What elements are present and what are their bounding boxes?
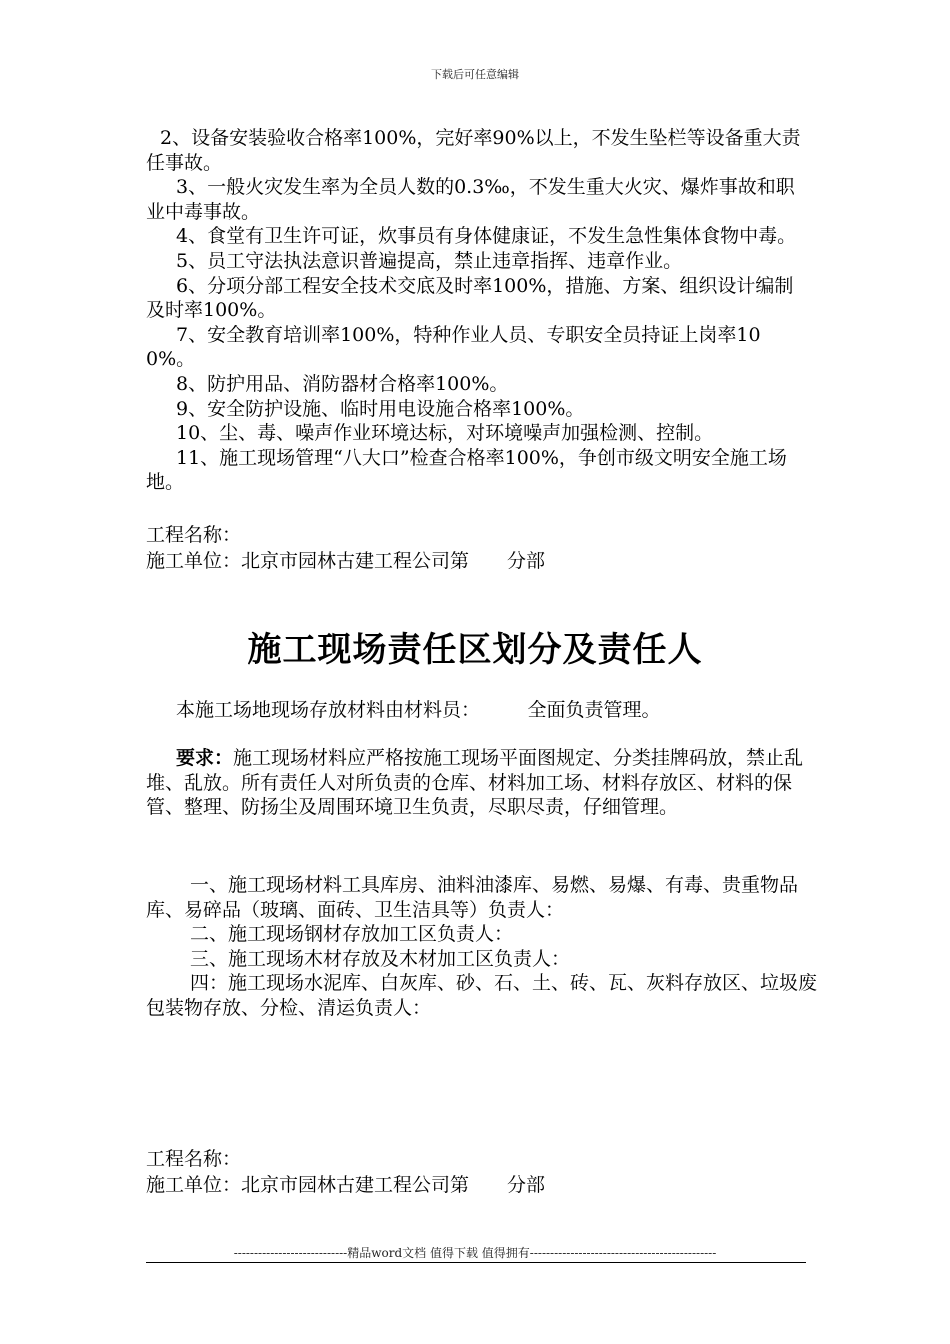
- project-name-label: 工程名称：: [146, 1148, 242, 1170]
- zone-item: 四：施工现场水泥库、白灰库、砂、石、土、砖、瓦、灰料存放区、垃圾废包装物存放、分检、清运负责人：: [146, 972, 818, 1019]
- intro-paragraph-block: [146, 698, 806, 723]
- project-name-label: 工程名称：: [146, 524, 242, 546]
- section-title: 施工现场责任区划分及责任人: [247, 630, 703, 670]
- zone-item: 三、施工现场木材存放及木材加工区负责人：: [190, 947, 571, 970]
- requirement-block: [146, 746, 806, 820]
- footer-note: ----------------------------精品word文档 值得下载 值得拥有----------------------------------------------: [233, 1246, 717, 1260]
- goal-item: 11、施工现场管理“八大口”检查合格率100%，争创市级文明安全施工场地。: [146, 446, 787, 494]
- requirement-text: 施工现场材料应严格按施工现场平面图规定、分类挂牌码放，禁止乱堆、乱放。所有责任人对所负责的仓库、材料加工场、材料存放区、材料的保管、整理、防扬尘及周围环境卫生负责，尽职尽责，仔细管理。: [146, 747, 804, 819]
- requirement-label: 要求：: [176, 747, 234, 769]
- goal-item: 10、尘、毒、噪声作业环境达标，对环境噪声加强检测、控制。: [176, 422, 714, 445]
- goal-item: 4、食堂有卫生许可证，炊事员有身体健康证，不发生急性集体食物中毒。: [176, 225, 797, 248]
- goal-item: 8、防护用品、消防器材合格率100%。: [176, 372, 509, 395]
- goal-item: 5、员工守法执法意识普遍提高，禁止违章指挥、违章作业。: [176, 249, 683, 272]
- header-note: 下载后可任意编辑: [431, 68, 519, 81]
- goal-item: 6、分项分部工程安全技术交底及时率100%，措施、方案、组织设计编制及时率100%。: [146, 274, 794, 322]
- zone-item: 一、施工现场材料工具库房、油料油漆库、易燃、易爆、有毒、贵重物品库、易碎品（玻璃、面砖、卫生洁具等）负责人：: [146, 874, 799, 921]
- signature-block-1: [146, 522, 806, 574]
- footer-divider: [146, 1262, 806, 1263]
- zones-list: [146, 873, 818, 1021]
- goal-item: 7、安全教育培训率100%，特种作业人员、专职安全员持证上岗率100%。: [146, 323, 761, 371]
- safety-goals-list: [146, 126, 806, 495]
- signature-block-2: [146, 1146, 806, 1198]
- requirement-paragraph: [146, 746, 806, 820]
- intro-paragraph: 本施工场地现场存放材料由材料员： 全面负责管理。: [176, 699, 661, 721]
- construction-unit-label: 施工单位：北京市园林古建工程公司第 分部: [146, 550, 546, 572]
- zone-item: 二、施工现场钢材存放加工区负责人：: [190, 923, 514, 946]
- goal-item: 2、设备安装验收合格率100%，完好率90%以上，不发生坠栏等设备重大责任事故。: [146, 127, 801, 174]
- goal-item: 3、一般火灾发生率为全员人数的0.3‰，不发生重大火灾、爆炸事故和职业中毒事故。: [146, 176, 795, 223]
- goal-item: 9、安全防护设施、临时用电设施合格率100%。: [176, 397, 585, 420]
- construction-unit-label: 施工单位：北京市园林古建工程公司第 分部: [146, 1174, 546, 1196]
